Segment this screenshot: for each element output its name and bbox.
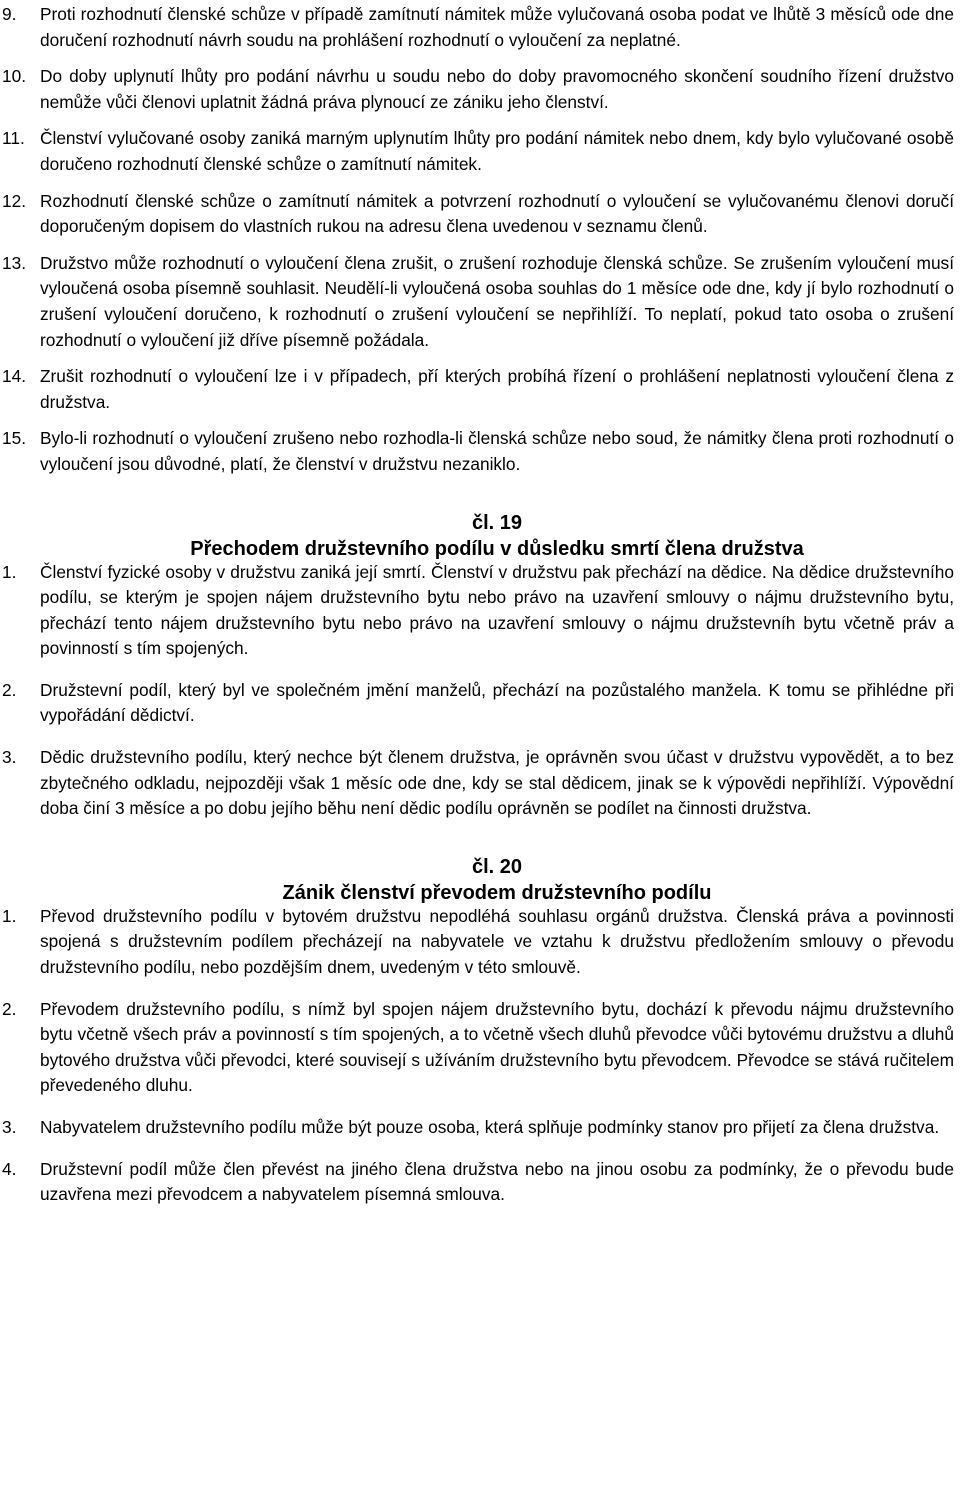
item-number: 10.: [2, 66, 27, 87]
list-item: [2, 189, 954, 240]
item-number: 2.: [2, 998, 17, 1019]
list-item: [2, 64, 954, 115]
item-number: 12.: [2, 190, 27, 211]
list-item: [2, 678, 954, 729]
item-text: Proti rozhodnutí členské schůze v případě zamítnutí námitek může vylučovaná osoba podat ve lhůtě 3 měsíců ode dne doručení rozhodnutí návrh soudu na prohlášení rozhodnutí o vyloučení za neplatné.: [40, 4, 954, 50]
item-text: Členství fyzické osoby v družstvu zaniká její smrtí. Členství v družstvu pak přechází na dědice. Na dědice družstevního podílu, se kterým je spojen nájem družstevního bytu nebo právo na uzavření smlouvy o nájmu družstevního bytu, přechází tento nájem družstevního bytu nebo právo na uzavření smlouvy o nájmu družstevníh bytu včetně práv a povinností s tím spojených.: [40, 561, 954, 659]
article-number: čl. 19: [471, 511, 523, 534]
list-item: [2, 1115, 954, 1141]
item-text: Do doby uplynutí lhůty pro podání návrhu u soudu nebo do doby pravomocného skončení soudního řízení družstvo nemůže vůči členovi uplatnit žádná práva plynoucí ze zániku jeho členství.: [40, 66, 954, 112]
list-item: [2, 426, 954, 477]
item-text: Rozhodnutí členské schůze o zamítnutí námitek a potvrzení rozhodnutí o vyloučení se vylučovanému členovi doručí doporučeným dopisem do vlastních rukou na adresu člena uvedenou v seznamu členů.: [40, 190, 954, 237]
item-text: Zrušit rozhodnutí o vyloučení lze i v případech, pří kterých probíhá řízení o prohlášení neplatnosti vyloučení člena z družstva.: [40, 366, 954, 412]
item-text: Členství vylučované osoby zaniká marným uplynutím lhůty pro podání námitek nebo dnem, kdy bylo vylučované osobě doručeno rozhodnutí členské schůze o zamítnutí námitek.: [40, 128, 954, 174]
item-text: Bylo-li rozhodnutí o vyloučení zrušeno nebo rozhodla-li členská schůze nebo soud, že námitky člena proti rozhodnutí o vyloučení jsou důvodné, platí, že členství v družstvu nezaniklo.: [40, 428, 954, 474]
list-item: [2, 251, 954, 353]
item-number: 4.: [2, 1158, 17, 1179]
list-item: [2, 364, 954, 415]
item-number: 11.: [2, 128, 25, 149]
item-text: Družstvo může rozhodnutí o vyloučení člena zrušit, o zrušení rozhoduje členská schůze. Se zrušením vyloučení musí vyloučená osoba písemně souhlasit. Neudělí-li vyloučená osoba souhlas do 1 měsíce ode dne, kdy jí bylo rozhodnutí o zrušení vyloučení doručeno, k rozhodnutí o zrušení vyloučení se nepřihlíží. To neplatí, pokud tato osoba o zrušení rozhodnutí o vyloučení již dříve písemně požádala.: [40, 252, 954, 350]
list-item: [2, 904, 954, 981]
article-title: Zánik členství převodem družstevního podílu: [282, 881, 712, 904]
item-number: 15.: [2, 428, 27, 449]
item-number: 2.: [2, 679, 17, 700]
list-item: [2, 560, 954, 662]
item-number: 9.: [2, 4, 17, 24]
item-number: 3.: [2, 1117, 17, 1137]
item-text: Družstevní podíl může člen převést na jiného člena družstva nebo na jinou osobu za podmínky, že o převodu bude uzavřena mezi převodcem a nabyvatelem písemná smlouva.: [40, 1158, 954, 1205]
item-number: 1.: [2, 561, 17, 582]
list-item: [2, 126, 954, 177]
item-text: Nabyvatelem družstevního podílu může být pouze osoba, která splňuje podmínky stanov pro přijetí za člena družstva.: [40, 1117, 940, 1137]
list-item: [2, 2, 954, 53]
list-item: [2, 997, 954, 1099]
item-text: Dědic družstevního podílu, který nechce být členem družstva, je oprávněn svou účast v družstvu vypovědět, a to bez zbytečného odkladu, nejpozději však 1 měsíc ode dne, kdy se stal dědicem, jinak se k výpovědi nepřihlíží. Výpovědní doba činí 3 měsíce a po dobu jejího běhu není dědic podílu oprávněn se podílet na činnosti družstva.: [40, 747, 954, 819]
item-number: 1.: [2, 905, 17, 926]
article-title: Přechodem družstevního podílu v důsledku smrtí člena družstva: [190, 537, 804, 560]
list-item: [2, 745, 954, 822]
item-text: Převodem družstevního podílu, s nímž byl spojen nájem družstevního bytu, dochází k převodu nájmu družstevního bytu včetně všech práv a povinností s tím spojených, a to včetně všech dluhů převodce vůči bytovému družstvu a dluhů bytového družstva vůči převodci, které souvisejí s užíváním družstevního bytu převodcem. Převodce se stává ručitelem převedeného dluhu.: [40, 998, 954, 1096]
item-number: 13.: [2, 252, 27, 273]
item-number: 3.: [2, 747, 17, 768]
list-item: [2, 1157, 954, 1208]
item-text: Převod družstevního podílu v bytovém družstvu nepodléhá souhlasu orgánů družstva. Členská práva a povinnosti spojená s družstevním podílem přecházejí na nabyvatele ve vztahu k družstvu předložením smlouvy o převodu družstevního podílu, nebo pozdějším dnem, uvedeným v této smlouvě.: [40, 905, 954, 978]
item-number: 14.: [2, 366, 27, 387]
item-text: Družstevní podíl, který byl ve společném jmění manželů, přechází na pozůstalého manžela. K tomu se přihlédne při vypořádání dědictví.: [40, 679, 954, 726]
article-number: čl. 20: [471, 855, 523, 878]
